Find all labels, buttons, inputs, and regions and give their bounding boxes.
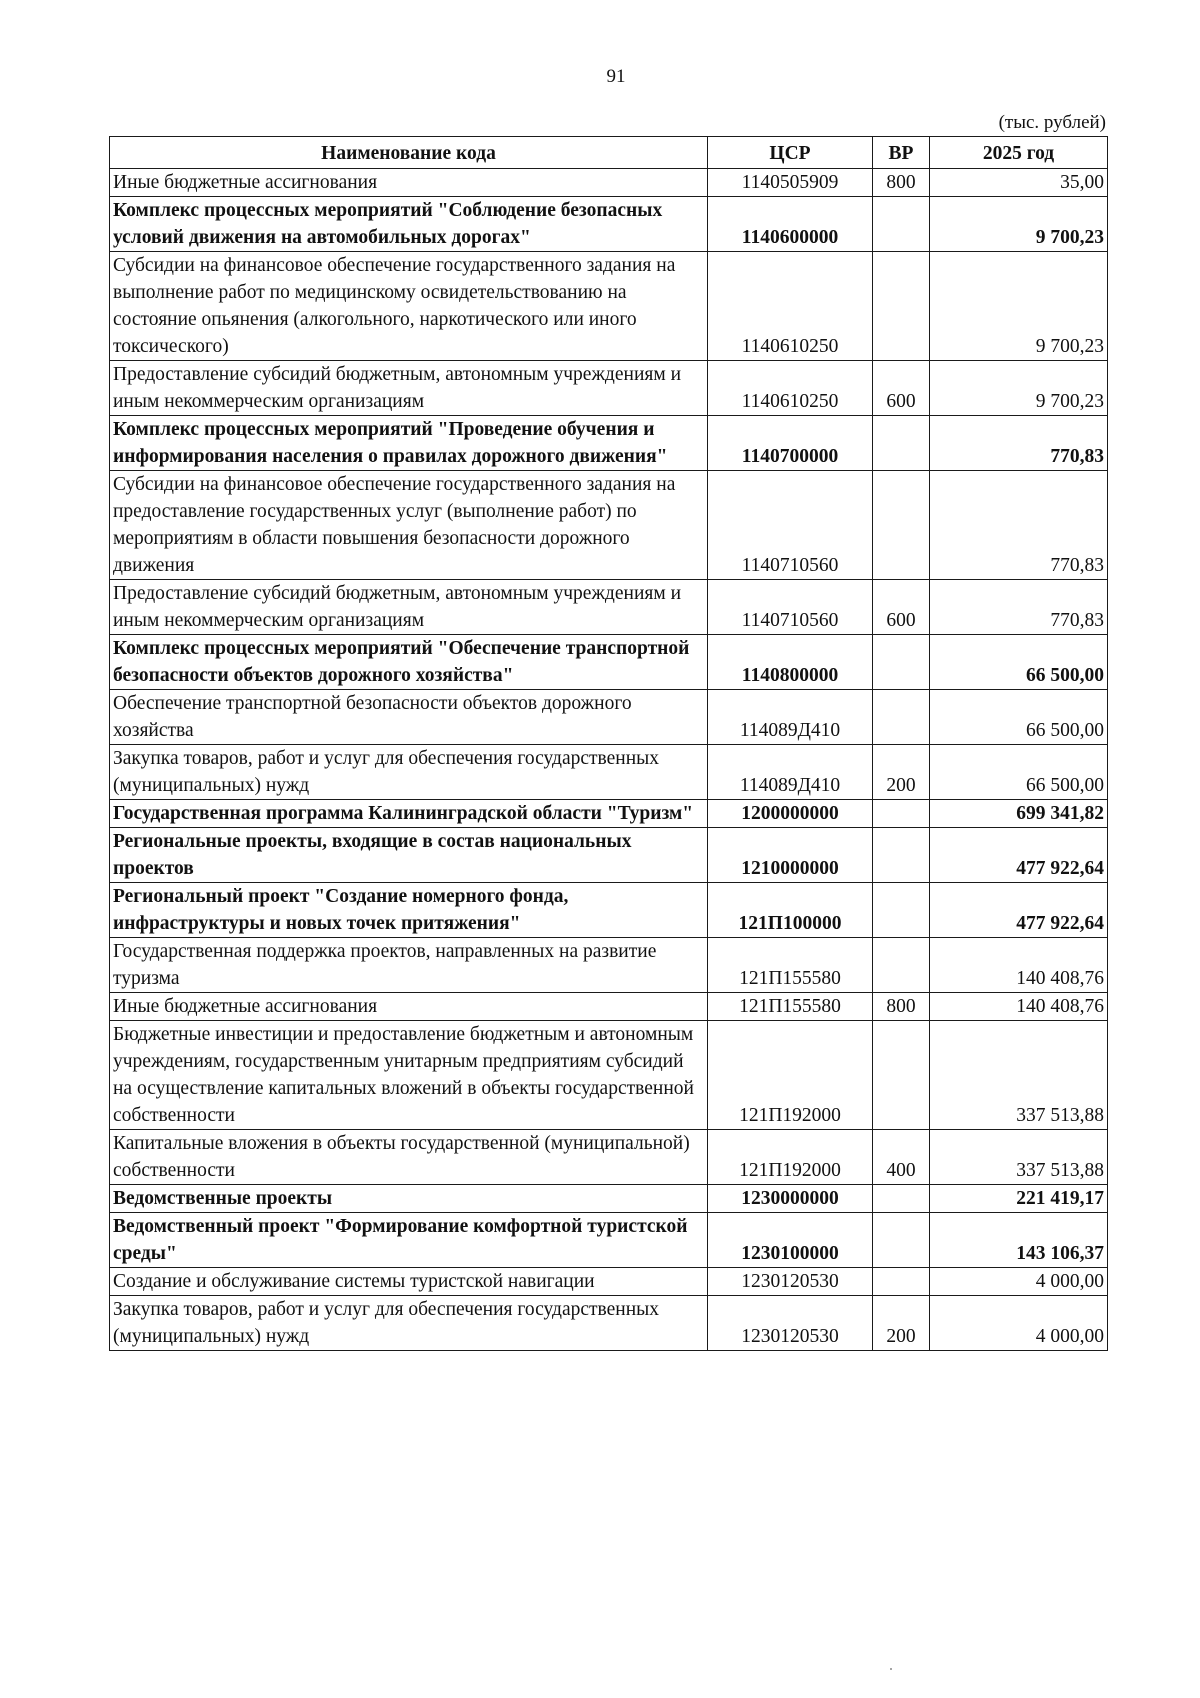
row-csr: 1230100000 [708,1213,873,1268]
row-name: Иные бюджетные ассигнования [110,993,708,1021]
row-csr: 1140710560 [708,471,873,580]
row-csr: 121П100000 [708,883,873,938]
table-row [110,828,1108,883]
row-sum: 66 500,00 [930,745,1108,800]
row-csr: 1140710560 [708,580,873,635]
row-csr: 114089Д410 [708,690,873,745]
units-label: (тыс. рублей) [998,112,1106,133]
row-sum: 66 500,00 [930,635,1108,690]
table-row [110,1130,1108,1185]
row-name: Закупка товаров, работ и услуг для обеспечения государственных (муниципальных) нужд [110,1296,708,1351]
row-vr: 200 [873,745,930,800]
table-row [110,1213,1108,1268]
row-sum: 770,83 [930,471,1108,580]
row-vr [873,1213,930,1268]
row-sum: 140 408,76 [930,938,1108,993]
row-name: Субсидии на финансовое обеспечение государственного задания на предоставление государственных услуг (выполнение работ) по мероприятиям в области повышения безопасности дорожного движения [110,471,708,580]
row-sum: 770,83 [930,580,1108,635]
row-sum: 770,83 [930,416,1108,471]
row-name: Капитальные вложения в объекты государственной (муниципальной) собственности [110,1130,708,1185]
row-vr [873,938,930,993]
row-csr: 1140505909 [708,169,873,197]
row-vr [873,252,930,361]
row-sum: 699 341,82 [930,800,1108,828]
row-csr: 1140800000 [708,635,873,690]
row-vr [873,416,930,471]
row-csr: 1230120530 [708,1268,873,1296]
table-row [110,416,1108,471]
row-csr: 1230000000 [708,1185,873,1213]
row-csr: 1140610250 [708,252,873,361]
row-name: Предоставление субсидий бюджетным, автономным учреждениям и иным некоммерческим организациям [110,361,708,416]
row-vr [873,828,930,883]
table-row [110,1185,1108,1213]
budget-table [109,136,1108,1351]
row-name: Ведомственный проект "Формирование комфортной туристской среды" [110,1213,708,1268]
row-vr [873,690,930,745]
table-row [110,1021,1108,1130]
row-name: Комплекс процессных мероприятий "Соблюдение безопасных условий движения на автомобильных дорогах" [110,197,708,252]
row-name: Комплекс процессных мероприятий "Проведение обучения и информирования населения о правилах дорожного движения" [110,416,708,471]
row-vr: 800 [873,993,930,1021]
row-sum: 337 513,88 [930,1021,1108,1130]
table-row [110,471,1108,580]
row-sum: 337 513,88 [930,1130,1108,1185]
row-vr [873,197,930,252]
row-vr: 600 [873,580,930,635]
row-csr: 121П155580 [708,938,873,993]
table-row [110,361,1108,416]
table-row [110,1268,1108,1296]
table-header-row [110,137,1108,169]
row-vr: 800 [873,169,930,197]
row-name: Региональные проекты, входящие в состав национальных проектов [110,828,708,883]
table-row [110,883,1108,938]
header-vr: ВР [873,137,930,169]
row-sum: 66 500,00 [930,690,1108,745]
row-name: Региональный проект "Создание номерного фонда, инфраструктуры и новых точек притяжения" [110,883,708,938]
row-name: Предоставление субсидий бюджетным, автономным учреждениям и иным некоммерческим организациям [110,580,708,635]
row-name: Ведомственные проекты [110,1185,708,1213]
row-name: Закупка товаров, работ и услуг для обеспечения государственных (муниципальных) нужд [110,745,708,800]
row-csr: 1200000000 [708,800,873,828]
row-csr: 1140600000 [708,197,873,252]
table-row [110,169,1108,197]
row-vr [873,1185,930,1213]
table-row [110,800,1108,828]
row-name: Создание и обслуживание системы туристской навигации [110,1268,708,1296]
row-csr: 121П192000 [708,1130,873,1185]
row-csr: 1230120530 [708,1296,873,1351]
row-csr: 121П192000 [708,1021,873,1130]
table-row [110,745,1108,800]
row-name: Обеспечение транспортной безопасности объектов дорожного хозяйства [110,690,708,745]
table-row [110,252,1108,361]
row-vr: 400 [873,1130,930,1185]
row-csr: 1140700000 [708,416,873,471]
row-sum: 477 922,64 [930,883,1108,938]
row-csr: 121П155580 [708,993,873,1021]
row-csr: 1140610250 [708,361,873,416]
table-row [110,993,1108,1021]
row-name: Субсидии на финансовое обеспечение государственного задания на выполнение работ по медицинскому освидетельствованию на состояние опьянения (алкогольного, наркотического или иного токсического) [110,252,708,361]
row-sum: 9 700,23 [930,197,1108,252]
row-sum: 221 419,17 [930,1185,1108,1213]
table-row [110,938,1108,993]
row-vr: 200 [873,1296,930,1351]
row-vr [873,883,930,938]
row-sum: 140 408,76 [930,993,1108,1021]
row-sum: 4 000,00 [930,1296,1108,1351]
row-csr: 1210000000 [708,828,873,883]
scan-speck [890,1668,892,1670]
row-name: Государственная поддержка проектов, направленных на развитие туризма [110,938,708,993]
row-name: Бюджетные инвестиции и предоставление бюджетным и автономным учреждениям, государственным унитарным предприятиям субсидий на осуществление капитальных вложений в объекты государственной собственности [110,1021,708,1130]
row-sum: 9 700,23 [930,252,1108,361]
row-vr [873,635,930,690]
row-sum: 35,00 [930,169,1108,197]
row-name: Комплекс процессных мероприятий "Обеспечение транспортной безопасности объектов дорожного хозяйства" [110,635,708,690]
header-sum: 2025 год [930,137,1108,169]
row-vr [873,1268,930,1296]
header-name: Наименование кода [110,137,708,169]
table-row [110,1296,1108,1351]
row-name: Государственная программа Калининградской области "Туризм" [110,800,708,828]
row-name: Иные бюджетные ассигнования [110,169,708,197]
row-vr [873,471,930,580]
table-row [110,580,1108,635]
row-csr: 114089Д410 [708,745,873,800]
row-sum: 143 106,37 [930,1213,1108,1268]
row-sum: 9 700,23 [930,361,1108,416]
row-vr [873,800,930,828]
page-number: 91 [606,66,626,87]
row-sum: 477 922,64 [930,828,1108,883]
table-row [110,197,1108,252]
header-csr: ЦСР [708,137,873,169]
row-vr [873,1021,930,1130]
row-sum: 4 000,00 [930,1268,1108,1296]
row-vr: 600 [873,361,930,416]
table-row [110,635,1108,690]
table-row [110,690,1108,745]
